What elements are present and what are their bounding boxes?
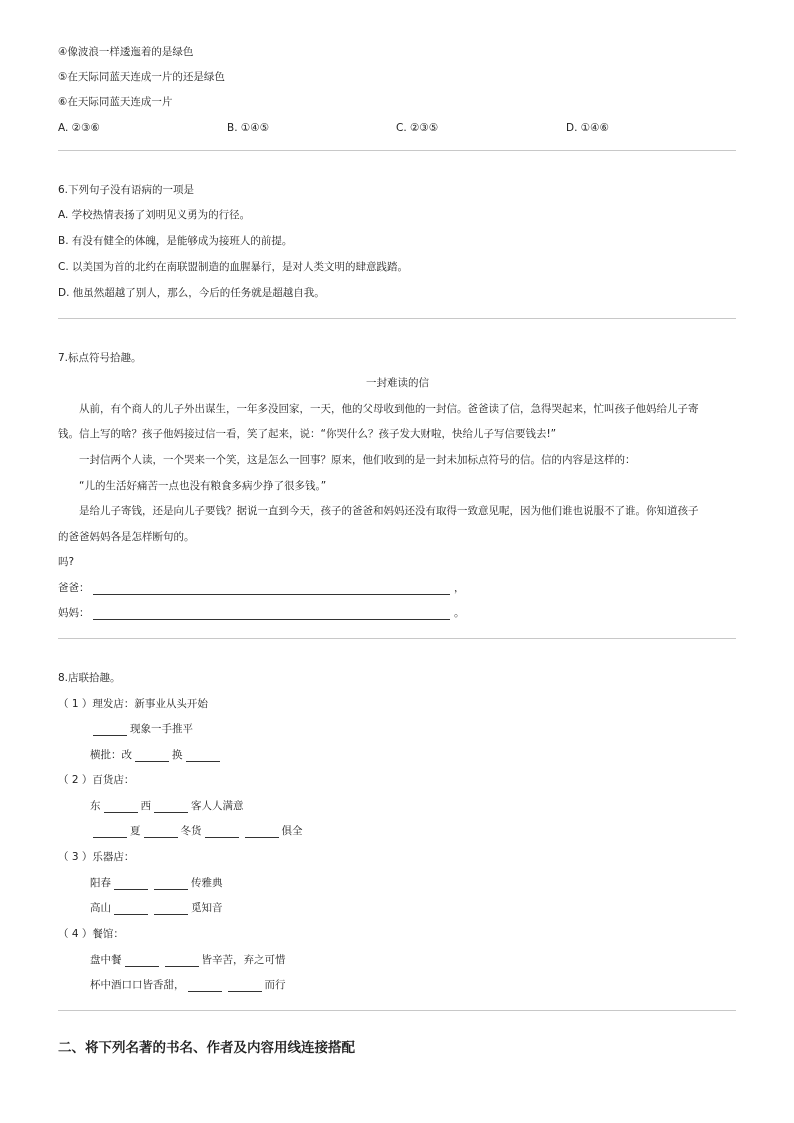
fill-blank[interactable] xyxy=(228,981,262,992)
q5-option-d[interactable]: D. ①④⑥ xyxy=(566,122,609,134)
fill-blank[interactable] xyxy=(93,827,127,838)
fill-blank[interactable] xyxy=(114,904,148,915)
q7-paragraph: 的爸爸妈妈各是怎样断句的。 xyxy=(58,531,195,543)
q6-option-b[interactable]: B. 有没有健全的体魄，是能够成为接班人的前提。 xyxy=(58,235,293,247)
q7-subtitle: 一封难读的信 xyxy=(366,377,429,389)
q8-subquestion-2: （ 2 ）百货店： xyxy=(58,774,135,786)
q7-paragraph: 从前，有个商人的儿子外出谋生，一年多没回家，一天，他的父母收到他的一封信。爸爸读了信，急得哭起来，忙叫孩子他妈给儿子寄 xyxy=(79,403,699,415)
dad-answer-line[interactable] xyxy=(93,594,450,595)
q8-couplet-line: 杯中酒口口皆香甜， 而行 xyxy=(90,979,286,991)
divider xyxy=(58,150,736,151)
fill-blank[interactable] xyxy=(125,956,159,967)
fill-blank[interactable] xyxy=(245,827,279,838)
q8-couplet-line: 高山 觅知音 xyxy=(90,902,223,914)
q6-option-d[interactable]: D. 他虽然超越了别人，那么，今后的任务就是超越自我。 xyxy=(58,287,325,299)
fill-blank[interactable] xyxy=(154,904,188,915)
q6-option-c[interactable]: C. 以美国为首的北约在南联盟制造的血腥暴行，是对人类文明的肆意践踏。 xyxy=(58,261,409,273)
q7-title: 7.标点符号拾趣。 xyxy=(58,352,142,364)
fill-blank[interactable] xyxy=(104,802,138,813)
q7-paragraph: 一封信两个人读，一个哭来一个笑，这是怎么一回事？原来，他们收到的是一封未加标点符号的信。信的内容是这样的： xyxy=(79,454,636,466)
q8-subquestion-4: （ 4 ）餐馆： xyxy=(58,928,124,940)
q7-letter-quote: “儿的生活好痛苦一点也没有粮食多病少挣了很多钱。” xyxy=(79,480,327,492)
divider xyxy=(58,638,736,639)
q8-subquestion-3: （ 3 ）乐器店： xyxy=(58,851,135,863)
fill-blank[interactable] xyxy=(186,751,220,762)
fill-blank[interactable] xyxy=(144,827,178,838)
q5-item-4: ④像波浪一样逶迤着的是绿色 xyxy=(58,46,194,58)
divider xyxy=(58,1010,736,1011)
q5-option-b[interactable]: B. ①④⑤ xyxy=(227,122,270,134)
divider xyxy=(58,318,736,319)
fill-blank[interactable] xyxy=(154,802,188,813)
q6-title: 6.下列句子没有语病的一项是 xyxy=(58,184,195,196)
q7-paragraph: 是给儿子寄钱，还是向儿子要钱？据说一直到今天，孩子的爸爸和妈妈还没有取得一致意见呢，因为他们谁也说服不了谁。你知道孩子 xyxy=(79,505,699,517)
fill-blank[interactable] xyxy=(114,879,148,890)
fill-blank[interactable] xyxy=(93,725,127,736)
q8-title: 8.店联拾趣。 xyxy=(58,672,121,684)
mom-answer-end: 。 xyxy=(454,607,465,619)
q5-item-5: ⑤在天际同蓝天连成一片的还是绿色 xyxy=(58,71,225,83)
fill-blank[interactable] xyxy=(165,956,199,967)
q8-couplet-line: 现象一手推平 xyxy=(90,723,193,736)
q7-paragraph: 钱。信上写的啥？孩子他妈接过信一看，笑了起来，说：“你哭什么？孩子发大财啦，快给儿子写信要钱去!” xyxy=(58,428,557,440)
q5-option-a[interactable]: A. ②③⑥ xyxy=(58,122,100,134)
section-heading: 二、将下列名著的书名、作者及内容用线连接搭配 xyxy=(58,1040,355,1056)
q8-couplet-line: 阳春 传雅典 xyxy=(90,877,223,889)
q8-couplet-line: 横批：改 换 xyxy=(90,749,223,762)
q5-item-6: ⑥在天际同蓝天连成一片 xyxy=(58,96,173,108)
mom-answer-label: 妈妈： xyxy=(58,607,90,619)
fill-blank[interactable] xyxy=(154,879,188,890)
fill-blank[interactable] xyxy=(188,981,222,992)
fill-blank[interactable] xyxy=(135,751,169,762)
q8-couplet-line: 盘中餐 皆辛苦，弃之可惜 xyxy=(90,954,286,966)
q8-subquestion-1: （ 1 ）理发店：新事业从头开始 xyxy=(58,698,208,710)
fill-blank[interactable] xyxy=(205,827,239,838)
q6-option-a[interactable]: A. 学校热情表扬了刘明见义勇为的行径。 xyxy=(58,209,251,221)
q5-option-c[interactable]: C. ②③⑤ xyxy=(396,122,439,134)
q8-couplet-line: 夏 冬货 俱全 xyxy=(90,825,303,838)
dad-answer-end: ， xyxy=(454,582,465,594)
dad-answer-label: 爸爸： xyxy=(58,582,90,594)
mom-answer-line[interactable] xyxy=(93,619,450,620)
q7-paragraph: 吗? xyxy=(58,556,75,568)
q8-couplet-line: 东 西 客人人满意 xyxy=(90,800,244,812)
